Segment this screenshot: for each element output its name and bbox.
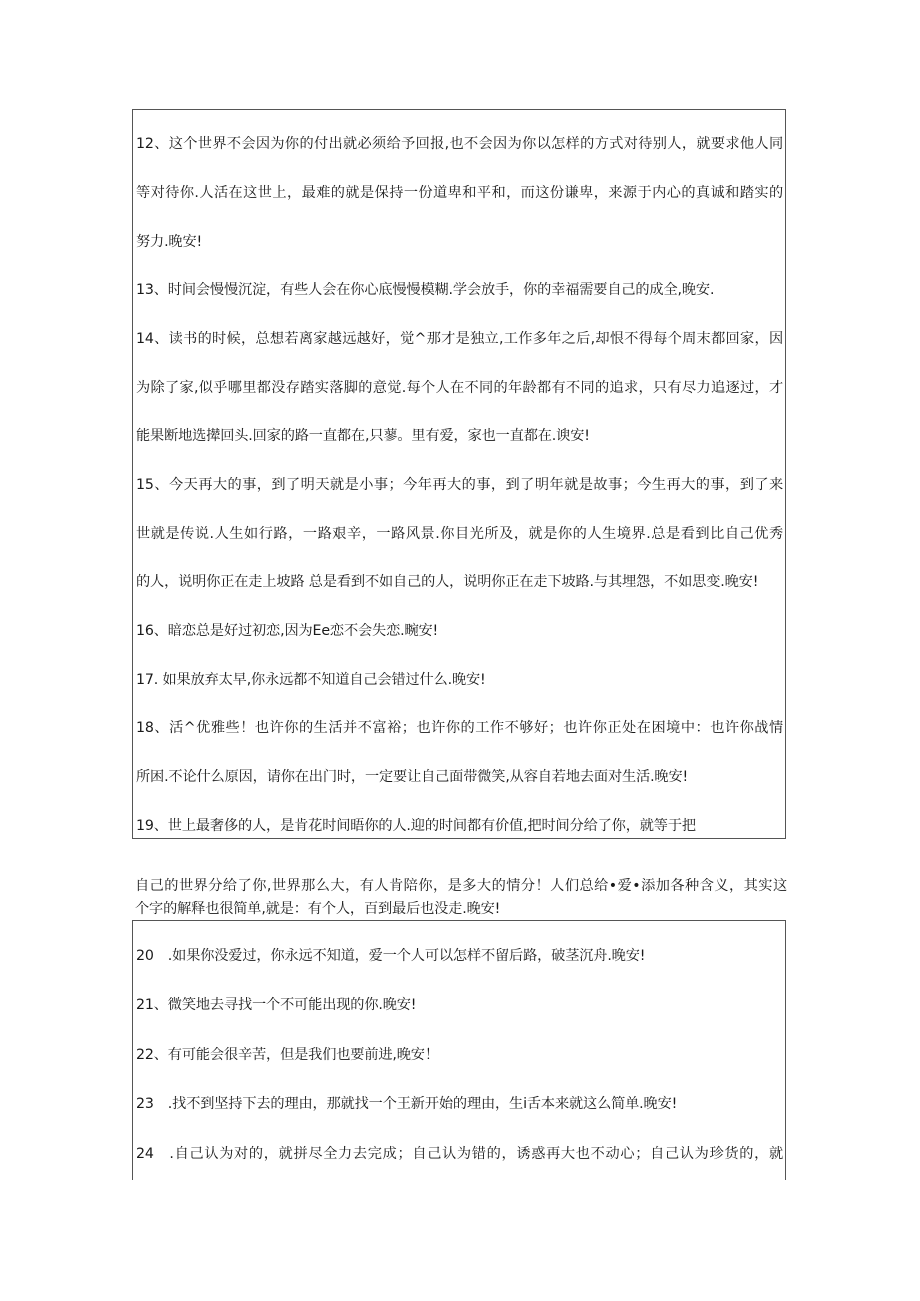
text-line: 所困.不论什么原因，请你在出门时，一定要让自己面带微笑,从容自若地去面对生活.晚安!: [136, 769, 689, 785]
text-line: 15、今天再大的事，到了明天就是小事；今年再大的事，到了明年就是故事；今生再大的事，到了来: [136, 477, 783, 493]
text-line: 的人，说明你正在走上坡路 总是看到不如自己的人，说明你正在走下坡路.与其埋怨，不如思变.晚安!: [136, 574, 759, 590]
text-line: 世就是传说.人生如行路，一路艰辛，一路风景.你目光所及，就是你的人生境界.总是看到比自己优秀: [136, 526, 783, 542]
text-line: 自己的世界分给了你,世界那么大，有人肯陪你，是多大的情分！人们总给•爱•添加各种含义，其实这: [135, 878, 787, 894]
text-line: 23 .找不到坚持下去的理由，那就找一个王新开始的理由，生i舌本来就这么简单.晚安!: [136, 1096, 678, 1112]
text-line: 14、读书的时候，总想若离家越远越好，觉^那才是独立,工作多年之后,却恨不得每个周末都回家，因: [136, 331, 783, 347]
text-line: 18、活^优雅些！也许你的生活并不富裕；也许你的工作不够好；也许你正处在困境中：也许你战情: [136, 720, 783, 736]
text-line: 21、微笑地去寻找一个不可能出现的你.晚安!: [136, 997, 417, 1013]
text-line: 19、世上最奢侈的人，是肯花时间晤你的人.迎的时间都有价值,把时间分给了你，就等于把: [136, 818, 696, 834]
text-line: 努力.晚安!: [136, 234, 203, 250]
text-line: 17. 如果放弃太早,你永远都不知道自己会错过什么.晚安!: [136, 672, 486, 688]
text-box-bottom: [132, 920, 786, 1180]
text-line: 能果断地选撵回头.回家的路一直都在,只蓼。里有爱，家也一直都在.谀安!: [136, 428, 590, 444]
text-line: 为除了家,似乎哪里都没存踏实落脚的意觉.每个人在不同的年龄都有不同的追求，只有尽力追逐过，才: [136, 380, 783, 396]
text-line: 个字的解释也很简单,就是：有个人，百到最后也没走.晚安!: [135, 901, 501, 917]
text-line: 12、这个世界不会因为你的付出就必须给予回报,也不会因为你以怎样的方式对待别人，就要求他人同: [136, 136, 783, 152]
text-line: 16、暗恋总是好过初恋,因为Ee恋不会失恋.畹安!: [136, 623, 439, 639]
text-line: 等对待你.人活在这世上，最难的就是保持一份道卑和平和，而这份谦卑，来源于内心的真诚和踏实的: [136, 185, 783, 201]
text-line: 20 .如果你没爱过，你永远不知道，爱一个人可以怎样不留后路，破茎沉舟.晚安!: [136, 948, 646, 964]
text-line: 24 .自己认为对的，就拼尽全力去完成；自己认为错的，诱惑再大也不动心；自己认为珍货的，就: [136, 1146, 783, 1162]
text-box-top: [132, 109, 786, 839]
text-line: 22、有可能会很辛苦，但是我们也要前进,晚安！: [136, 1047, 439, 1063]
text-line: 13、时间会慢慢沉淀，有些人会在你心底慢慢模糊.学会放手，你的幸福需要自己的成全,晚安.: [136, 282, 715, 298]
